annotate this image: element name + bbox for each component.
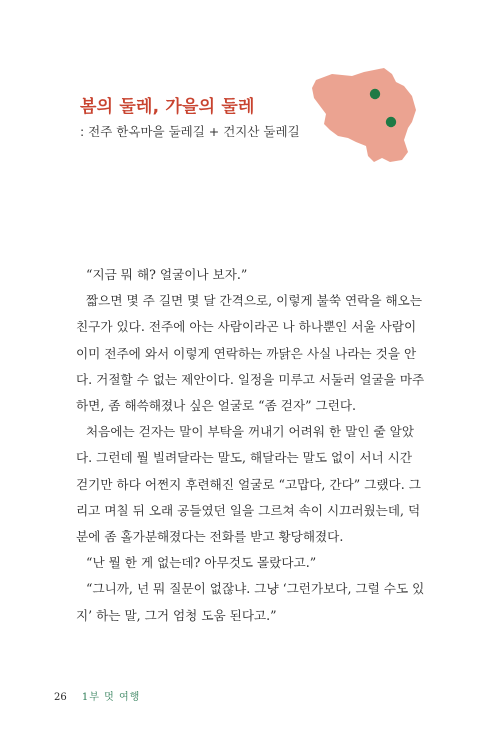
map-pin-2 bbox=[386, 117, 396, 127]
body-line: 하면, 좀 해쓱해졌나 싶은 얼굴로 “좀 걷자” 그런다. bbox=[76, 398, 357, 414]
running-head: 1부 멋 여행 bbox=[81, 692, 141, 703]
body-line: “난 뭘 한 게 없는데? 아무것도 몰랐다고.” bbox=[86, 555, 317, 571]
body-line: 리고 며칠 뒤 오래 공들였던 일을 그르쳐 속이 시끄러웠는데, 덕 bbox=[76, 502, 421, 518]
body-line: 다. 거절할 수 없는 제안이다. 일정을 미루고 서둘러 얼굴을 마주 bbox=[76, 371, 425, 387]
body-text bbox=[76, 262, 428, 629]
chapter-subtitle: : 전주 한옥마을 둘레길 + 건지산 둘레길 bbox=[80, 124, 300, 139]
map-pin-1 bbox=[370, 89, 380, 99]
page-footer bbox=[54, 688, 140, 703]
page-number: 26 bbox=[54, 692, 67, 703]
body-line: 이미 전주에 와서 이렇게 연락하는 까닭은 사실 나라는 것을 안 bbox=[76, 345, 417, 361]
body-line: 처음에는 걷자는 말이 부탁을 꺼내기 어려워 한 말인 줄 알았 bbox=[86, 424, 415, 440]
body-line: 지’ 하는 말, 그거 엄청 도움 된다고.” bbox=[76, 607, 277, 623]
chapter-title: 봄의 둘레, 가을의 둘레 bbox=[80, 97, 255, 117]
region-map-shape bbox=[312, 68, 416, 162]
body-line: 다. 그런데 뭘 빌려달라는 말도, 해달라는 말도 없이 서너 시간 bbox=[76, 450, 413, 466]
body-line: “그니까, 넌 뭐 질문이 없잖냐. 그냥 ‘그런가보다, 그럴 수도 있 bbox=[86, 581, 425, 597]
region-map-icon bbox=[308, 66, 420, 166]
body-line: 걷기만 하다 어쩐지 후련해진 얼굴로 “고맙다, 간다” 그랬다. 그 bbox=[76, 476, 421, 492]
body-line: 친구가 있다. 전주에 아는 사람이라곤 나 하나뿐인 서울 사람이 bbox=[76, 319, 417, 335]
body-line: 짧으면 몇 주 길면 몇 달 간격으로, 이렇게 불쑥 연락을 해오는 bbox=[86, 293, 423, 309]
body-line: “지금 뭐 해? 얼굴이나 보자.” bbox=[86, 267, 248, 282]
body-line: 분에 좀 홀가분해졌다는 전화를 받고 황당해졌다. bbox=[76, 529, 344, 545]
